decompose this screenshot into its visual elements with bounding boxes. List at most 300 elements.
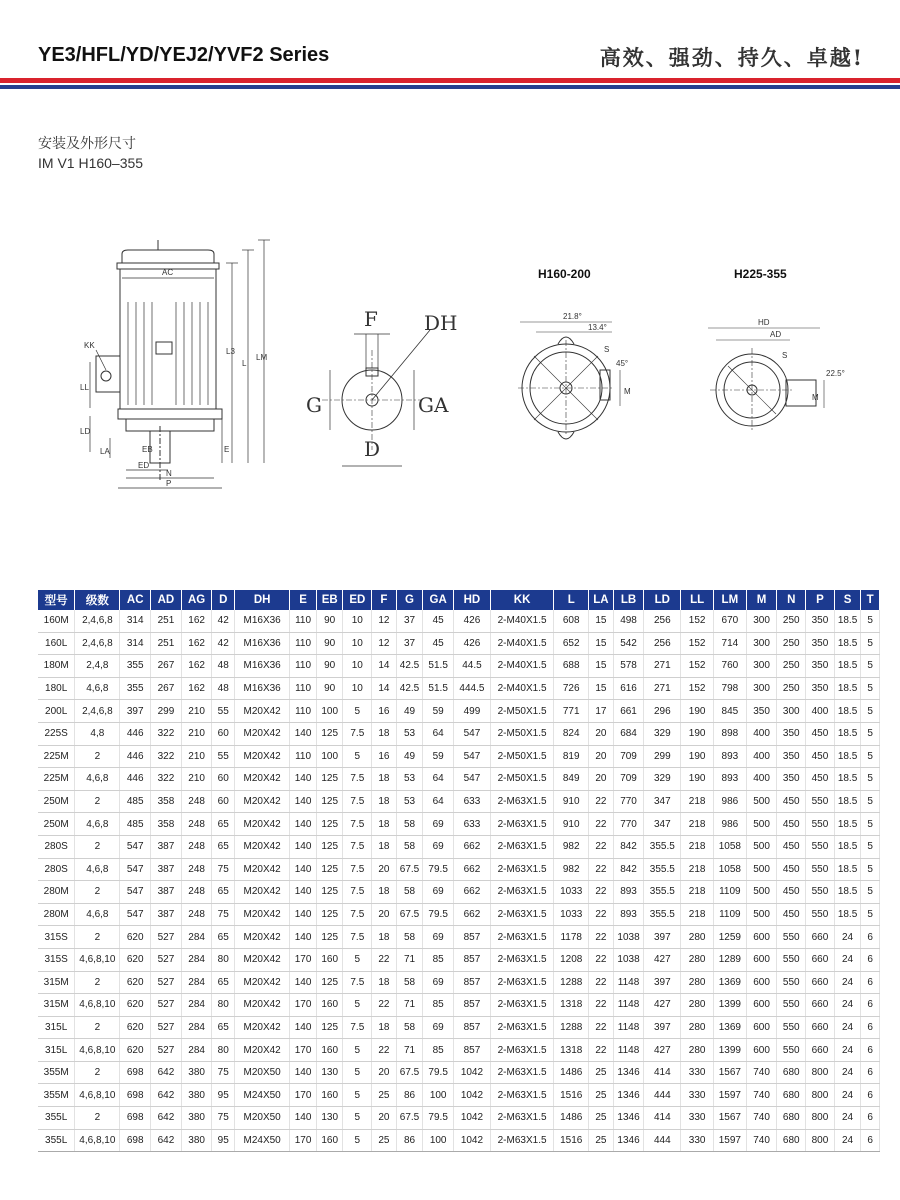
table-cell: 256 bbox=[644, 632, 681, 655]
table-cell: 6 bbox=[861, 1061, 880, 1084]
subtitle-chinese: 安装及外形尺寸 bbox=[38, 135, 136, 151]
table-cell: 6 bbox=[861, 1129, 880, 1152]
table-cell: 200L bbox=[38, 700, 75, 723]
table-cell: 284 bbox=[181, 926, 212, 949]
table-cell: 140 bbox=[290, 768, 317, 791]
table-cell: 578 bbox=[613, 655, 644, 678]
table-cell: 355.5 bbox=[644, 835, 681, 858]
table-cell: 58 bbox=[396, 926, 423, 949]
table-cell: 2,4,6,8 bbox=[75, 700, 120, 723]
table-cell: 350 bbox=[806, 610, 835, 632]
table-cell: 498 bbox=[613, 610, 644, 632]
table-cell: 397 bbox=[644, 1016, 681, 1039]
table-cell: 2-M63X1.5 bbox=[490, 1129, 553, 1152]
table-cell: 248 bbox=[181, 790, 212, 813]
table-cell: 4,6,8 bbox=[75, 903, 120, 926]
table-cell: 248 bbox=[181, 813, 212, 836]
table-cell: 910 bbox=[554, 813, 589, 836]
table-cell: 22 bbox=[589, 790, 614, 813]
table-row bbox=[38, 1107, 880, 1130]
table-cell: 7.5 bbox=[343, 790, 372, 813]
table-cell: 2-M63X1.5 bbox=[490, 926, 553, 949]
table-cell: 125 bbox=[316, 813, 343, 836]
table-cell: 69 bbox=[423, 926, 454, 949]
table-cell: 22 bbox=[589, 1016, 614, 1039]
table-cell: 18 bbox=[372, 722, 397, 745]
table-cell: 642 bbox=[151, 1084, 182, 1107]
table-cell: M20X42 bbox=[235, 813, 290, 836]
table-cell: 100 bbox=[316, 745, 343, 768]
table-cell: 1399 bbox=[713, 1039, 746, 1062]
table-cell: 330 bbox=[681, 1129, 714, 1152]
table-row bbox=[38, 1016, 880, 1039]
table-cell: 18.5 bbox=[834, 677, 861, 700]
table-cell: 387 bbox=[151, 835, 182, 858]
table-cell: 355.5 bbox=[644, 903, 681, 926]
table-cell: 49 bbox=[396, 700, 423, 723]
table-cell: 53 bbox=[396, 768, 423, 791]
column-header: 级数 bbox=[75, 590, 120, 610]
table-cell: 6 bbox=[861, 971, 880, 994]
table-cell: 315S bbox=[38, 926, 75, 949]
table-cell: 1033 bbox=[554, 903, 589, 926]
table-cell: M24X50 bbox=[235, 1084, 290, 1107]
table-cell: 450 bbox=[806, 722, 835, 745]
table-cell: 160 bbox=[316, 994, 343, 1017]
table-cell: 5 bbox=[861, 610, 880, 632]
table-cell: 550 bbox=[806, 813, 835, 836]
table-cell: 140 bbox=[290, 903, 317, 926]
table-cell: 547 bbox=[120, 835, 151, 858]
table-cell: 100 bbox=[316, 700, 343, 723]
table-cell: 698 bbox=[120, 1129, 151, 1152]
table-cell: 642 bbox=[151, 1061, 182, 1084]
table-cell: 329 bbox=[644, 768, 681, 791]
table-cell: 819 bbox=[554, 745, 589, 768]
table-cell: 18.5 bbox=[834, 858, 861, 881]
table-cell: 800 bbox=[806, 1084, 835, 1107]
label-ac: AC bbox=[162, 268, 174, 277]
table-cell: 315M bbox=[38, 971, 75, 994]
table-cell: 25 bbox=[372, 1084, 397, 1107]
table-cell: 18 bbox=[372, 768, 397, 791]
table-cell: 300 bbox=[746, 632, 777, 655]
column-header: KK bbox=[490, 590, 553, 610]
table-cell: 162 bbox=[181, 677, 212, 700]
table-cell: 450 bbox=[777, 903, 806, 926]
table-row bbox=[38, 813, 880, 836]
table-body bbox=[38, 610, 880, 1152]
table-cell: 688 bbox=[554, 655, 589, 678]
table-cell: 330 bbox=[681, 1084, 714, 1107]
table-cell: M20X42 bbox=[235, 994, 290, 1017]
table-cell: 210 bbox=[181, 700, 212, 723]
table-cell: 633 bbox=[454, 813, 491, 836]
table-cell: 740 bbox=[746, 1061, 777, 1084]
table-cell: 857 bbox=[454, 926, 491, 949]
table-cell: 670 bbox=[713, 610, 746, 632]
table-cell: 18.5 bbox=[834, 745, 861, 768]
table-cell: 1148 bbox=[613, 1016, 644, 1039]
table-cell: 64 bbox=[423, 768, 454, 791]
table-cell: 18.5 bbox=[834, 722, 861, 745]
table-cell: 400 bbox=[746, 722, 777, 745]
cable-gland-icon bbox=[101, 371, 111, 381]
table-cell: 59 bbox=[423, 700, 454, 723]
table-cell: 1516 bbox=[554, 1084, 589, 1107]
table-cell: 397 bbox=[644, 926, 681, 949]
table-cell: 380 bbox=[181, 1061, 212, 1084]
table-cell: 225S bbox=[38, 722, 75, 745]
table-row bbox=[38, 700, 880, 723]
table-cell: 140 bbox=[290, 1061, 317, 1084]
table-cell: 20 bbox=[372, 858, 397, 881]
table-cell: 299 bbox=[151, 700, 182, 723]
table-cell: 24 bbox=[834, 1129, 861, 1152]
table-cell: 1597 bbox=[713, 1084, 746, 1107]
table-cell: 842 bbox=[613, 858, 644, 881]
table-cell: 20 bbox=[589, 745, 614, 768]
table-row bbox=[38, 835, 880, 858]
label-kk: KK bbox=[84, 341, 95, 350]
table-row bbox=[38, 881, 880, 904]
table-cell: 5 bbox=[343, 948, 372, 971]
table-cell: 248 bbox=[181, 858, 212, 881]
table-cell: 1148 bbox=[613, 971, 644, 994]
table-cell: 400 bbox=[746, 768, 777, 791]
table-cell: 250M bbox=[38, 813, 75, 836]
table-cell: 300 bbox=[777, 700, 806, 723]
table-cell: 45 bbox=[423, 610, 454, 632]
table-cell: 450 bbox=[806, 745, 835, 768]
table-cell: 18 bbox=[372, 813, 397, 836]
table-cell: 69 bbox=[423, 881, 454, 904]
table-cell: 2-M50X1.5 bbox=[490, 745, 553, 768]
table-cell: M20X42 bbox=[235, 1016, 290, 1039]
table-cell: 315L bbox=[38, 1016, 75, 1039]
table-cell: 446 bbox=[120, 722, 151, 745]
table-cell: M20X42 bbox=[235, 790, 290, 813]
table-cell: 15 bbox=[589, 655, 614, 678]
table-cell: 358 bbox=[151, 813, 182, 836]
table-cell: 616 bbox=[613, 677, 644, 700]
table-cell: 5 bbox=[343, 700, 372, 723]
table-cell: 662 bbox=[454, 835, 491, 858]
table-cell: 986 bbox=[713, 813, 746, 836]
table-cell: 427 bbox=[644, 994, 681, 1017]
table-cell: M20X42 bbox=[235, 926, 290, 949]
table-cell: 680 bbox=[777, 1129, 806, 1152]
table-cell: 218 bbox=[681, 858, 714, 881]
table-cell: 550 bbox=[806, 881, 835, 904]
table-cell: 25 bbox=[589, 1084, 614, 1107]
column-header: L bbox=[554, 590, 589, 610]
column-header: GA bbox=[423, 590, 454, 610]
table-cell: 547 bbox=[120, 858, 151, 881]
table-cell: 600 bbox=[746, 1039, 777, 1062]
table-cell: 1289 bbox=[713, 948, 746, 971]
table-cell: 740 bbox=[746, 1084, 777, 1107]
mounting-flange bbox=[118, 409, 222, 419]
table-cell: 20 bbox=[372, 1061, 397, 1084]
table-cell: 1346 bbox=[613, 1129, 644, 1152]
table-cell: 71 bbox=[396, 948, 423, 971]
table-cell: 633 bbox=[454, 790, 491, 813]
table-cell: 69 bbox=[423, 813, 454, 836]
table-cell: 547 bbox=[120, 881, 151, 904]
table-cell: 427 bbox=[644, 1039, 681, 1062]
table-cell: 130 bbox=[316, 1107, 343, 1130]
table-cell: 10 bbox=[343, 632, 372, 655]
table-cell: 661 bbox=[613, 700, 644, 723]
table-cell: 1178 bbox=[554, 926, 589, 949]
table-cell: 7.5 bbox=[343, 858, 372, 881]
table-cell: 251 bbox=[151, 632, 182, 655]
table-cell: 20 bbox=[372, 903, 397, 926]
table-cell: 65 bbox=[212, 971, 235, 994]
table-cell: 350 bbox=[777, 768, 806, 791]
table-cell: 79.5 bbox=[423, 858, 454, 881]
table-cell: 18 bbox=[372, 1016, 397, 1039]
table-cell: 5 bbox=[343, 1129, 372, 1152]
table-cell: 660 bbox=[806, 994, 835, 1017]
table-cell: 857 bbox=[454, 1039, 491, 1062]
table-cell: 315S bbox=[38, 948, 75, 971]
table-cell: 824 bbox=[554, 722, 589, 745]
table-cell: 1109 bbox=[713, 903, 746, 926]
table-cell: 18.5 bbox=[834, 813, 861, 836]
table-cell: 22 bbox=[372, 994, 397, 1017]
table-cell: 620 bbox=[120, 926, 151, 949]
table-cell: 982 bbox=[554, 858, 589, 881]
table-cell: 280S bbox=[38, 835, 75, 858]
table-cell: 910 bbox=[554, 790, 589, 813]
table-cell: 49 bbox=[396, 745, 423, 768]
table-cell: M20X42 bbox=[235, 881, 290, 904]
table-cell: 55 bbox=[212, 745, 235, 768]
table-cell: 1058 bbox=[713, 858, 746, 881]
table-cell: 152 bbox=[681, 677, 714, 700]
table-cell: 64 bbox=[423, 790, 454, 813]
column-header: T bbox=[861, 590, 880, 610]
column-header: N bbox=[777, 590, 806, 610]
table-cell: 709 bbox=[613, 768, 644, 791]
table-cell: 300 bbox=[746, 610, 777, 632]
table-cell: 218 bbox=[681, 903, 714, 926]
table-cell: 849 bbox=[554, 768, 589, 791]
drawings-svg bbox=[0, 230, 900, 510]
table-row bbox=[38, 994, 880, 1017]
table-cell: 65 bbox=[212, 1016, 235, 1039]
table-cell: 2-M50X1.5 bbox=[490, 768, 553, 791]
table-cell: 125 bbox=[316, 790, 343, 813]
table-cell: 842 bbox=[613, 835, 644, 858]
column-header: D bbox=[212, 590, 235, 610]
table-cell: 24 bbox=[834, 1084, 861, 1107]
table-cell: 5 bbox=[861, 677, 880, 700]
table-cell: 1033 bbox=[554, 881, 589, 904]
table-cell: 4,6,8 bbox=[75, 768, 120, 791]
table-row bbox=[38, 926, 880, 949]
table-cell: 1318 bbox=[554, 1039, 589, 1062]
table-cell: 6 bbox=[861, 1016, 880, 1039]
table-cell: 893 bbox=[713, 745, 746, 768]
flange-large-angle: 22.5° bbox=[826, 369, 845, 378]
table-cell: 280 bbox=[681, 948, 714, 971]
table-cell: 5 bbox=[343, 1107, 372, 1130]
table-cell: 5 bbox=[861, 790, 880, 813]
table-cell: 190 bbox=[681, 745, 714, 768]
table-cell: 5 bbox=[861, 722, 880, 745]
table-cell: 25 bbox=[589, 1061, 614, 1084]
table-cell: 550 bbox=[777, 1039, 806, 1062]
table-cell: 250 bbox=[777, 610, 806, 632]
table-cell: 280S bbox=[38, 858, 75, 881]
table-cell: 90 bbox=[316, 610, 343, 632]
table-cell: 7.5 bbox=[343, 1016, 372, 1039]
table-cell: 18.5 bbox=[834, 903, 861, 926]
flange-small-title: H160-200 bbox=[538, 267, 591, 281]
table-cell: 1567 bbox=[713, 1061, 746, 1084]
table-cell: 42.5 bbox=[396, 655, 423, 678]
table-cell: 280 bbox=[681, 994, 714, 1017]
table-cell: 218 bbox=[681, 790, 714, 813]
table-cell: 1042 bbox=[454, 1061, 491, 1084]
table-cell: 1346 bbox=[613, 1107, 644, 1130]
table-row bbox=[38, 722, 880, 745]
table-cell: 2-M63X1.5 bbox=[490, 994, 553, 1017]
table-cell: 358 bbox=[151, 790, 182, 813]
table-cell: 350 bbox=[806, 655, 835, 678]
label-ld: LD bbox=[80, 427, 91, 436]
flange-small-angle2: 13.4° bbox=[588, 323, 607, 332]
table-cell: 2-M63X1.5 bbox=[490, 1016, 553, 1039]
table-cell: 2-M63X1.5 bbox=[490, 790, 553, 813]
table-cell: 1346 bbox=[613, 1084, 644, 1107]
table-cell: 1597 bbox=[713, 1129, 746, 1152]
table-cell: 500 bbox=[746, 813, 777, 836]
table-cell: 300 bbox=[746, 677, 777, 700]
table-cell: 2 bbox=[75, 1107, 120, 1130]
table-cell: 190 bbox=[681, 768, 714, 791]
table-cell: 2 bbox=[75, 835, 120, 858]
table-cell: 800 bbox=[806, 1107, 835, 1130]
table-cell: 110 bbox=[290, 700, 317, 723]
table-cell: 800 bbox=[806, 1061, 835, 1084]
table-cell: 527 bbox=[151, 926, 182, 949]
table-cell: 450 bbox=[806, 768, 835, 791]
table-cell: 2-M63X1.5 bbox=[490, 903, 553, 926]
table-cell: 355.5 bbox=[644, 881, 681, 904]
table-row bbox=[38, 768, 880, 791]
table-cell: 2-M40X1.5 bbox=[490, 655, 553, 678]
table-cell: 267 bbox=[151, 677, 182, 700]
table-cell: 42.5 bbox=[396, 677, 423, 700]
table-cell: 110 bbox=[290, 632, 317, 655]
label-dh: DH bbox=[424, 311, 458, 335]
table-cell: 680 bbox=[777, 1061, 806, 1084]
table-cell: 1486 bbox=[554, 1061, 589, 1084]
column-header: DH bbox=[235, 590, 290, 610]
table-cell: 130 bbox=[316, 1061, 343, 1084]
table-cell: 542 bbox=[613, 632, 644, 655]
table-cell: 547 bbox=[454, 745, 491, 768]
table-cell: 125 bbox=[316, 768, 343, 791]
table-cell: 1058 bbox=[713, 835, 746, 858]
table-cell: M20X42 bbox=[235, 835, 290, 858]
table-cell: 845 bbox=[713, 700, 746, 723]
table-cell: 18.5 bbox=[834, 790, 861, 813]
column-header: E bbox=[290, 590, 317, 610]
table-cell: 500 bbox=[746, 790, 777, 813]
table-cell: 982 bbox=[554, 835, 589, 858]
table-cell: 527 bbox=[151, 994, 182, 1017]
table-cell: 18.5 bbox=[834, 881, 861, 904]
table-cell: 125 bbox=[316, 1016, 343, 1039]
table-cell: 380 bbox=[181, 1084, 212, 1107]
table-cell: 350 bbox=[806, 677, 835, 700]
table-cell: 15 bbox=[589, 632, 614, 655]
table-cell: 2 bbox=[75, 1016, 120, 1039]
table-cell: 271 bbox=[644, 655, 681, 678]
table-cell: 22 bbox=[589, 858, 614, 881]
table-cell: 4,6,8 bbox=[75, 813, 120, 836]
table-cell: 2 bbox=[75, 926, 120, 949]
table-cell: M20X42 bbox=[235, 903, 290, 926]
table-cell: 4,6,8,10 bbox=[75, 1039, 120, 1062]
table-cell: M16X36 bbox=[235, 677, 290, 700]
table-cell: 280 bbox=[681, 926, 714, 949]
table-cell: 170 bbox=[290, 1084, 317, 1107]
table-row bbox=[38, 745, 880, 768]
flange-small-s: S bbox=[604, 345, 610, 354]
table-cell: 15 bbox=[589, 610, 614, 632]
table-cell: 7.5 bbox=[343, 881, 372, 904]
table-cell: 397 bbox=[644, 971, 681, 994]
table-cell: 160 bbox=[316, 1039, 343, 1062]
table-cell: 620 bbox=[120, 971, 151, 994]
label-n: N bbox=[166, 469, 172, 478]
table-cell: 600 bbox=[746, 948, 777, 971]
table-cell: 770 bbox=[613, 790, 644, 813]
table-cell: 1042 bbox=[454, 1107, 491, 1130]
table-cell: M20X42 bbox=[235, 745, 290, 768]
table-cell: 48 bbox=[212, 677, 235, 700]
table-cell: 152 bbox=[681, 610, 714, 632]
table-cell: 225M bbox=[38, 745, 75, 768]
table-cell: 140 bbox=[290, 1107, 317, 1130]
table-cell: 5 bbox=[861, 768, 880, 791]
table-cell: 5 bbox=[861, 881, 880, 904]
table-cell: 426 bbox=[454, 632, 491, 655]
table-cell: 857 bbox=[454, 948, 491, 971]
table-cell: 251 bbox=[151, 610, 182, 632]
table-cell: 18 bbox=[372, 926, 397, 949]
table-cell: 267 bbox=[151, 655, 182, 678]
table-cell: 14 bbox=[372, 655, 397, 678]
table-cell: 64 bbox=[423, 722, 454, 745]
table-cell: 444 bbox=[644, 1084, 681, 1107]
table-cell: 218 bbox=[681, 835, 714, 858]
table-cell: 5 bbox=[861, 858, 880, 881]
label-p: P bbox=[166, 479, 172, 488]
table-cell: 314 bbox=[120, 610, 151, 632]
table-cell: 51.5 bbox=[423, 677, 454, 700]
table-cell: 4,6,8,10 bbox=[75, 1084, 120, 1107]
column-header: M bbox=[746, 590, 777, 610]
table-cell: 250 bbox=[777, 632, 806, 655]
table-cell: 248 bbox=[181, 881, 212, 904]
